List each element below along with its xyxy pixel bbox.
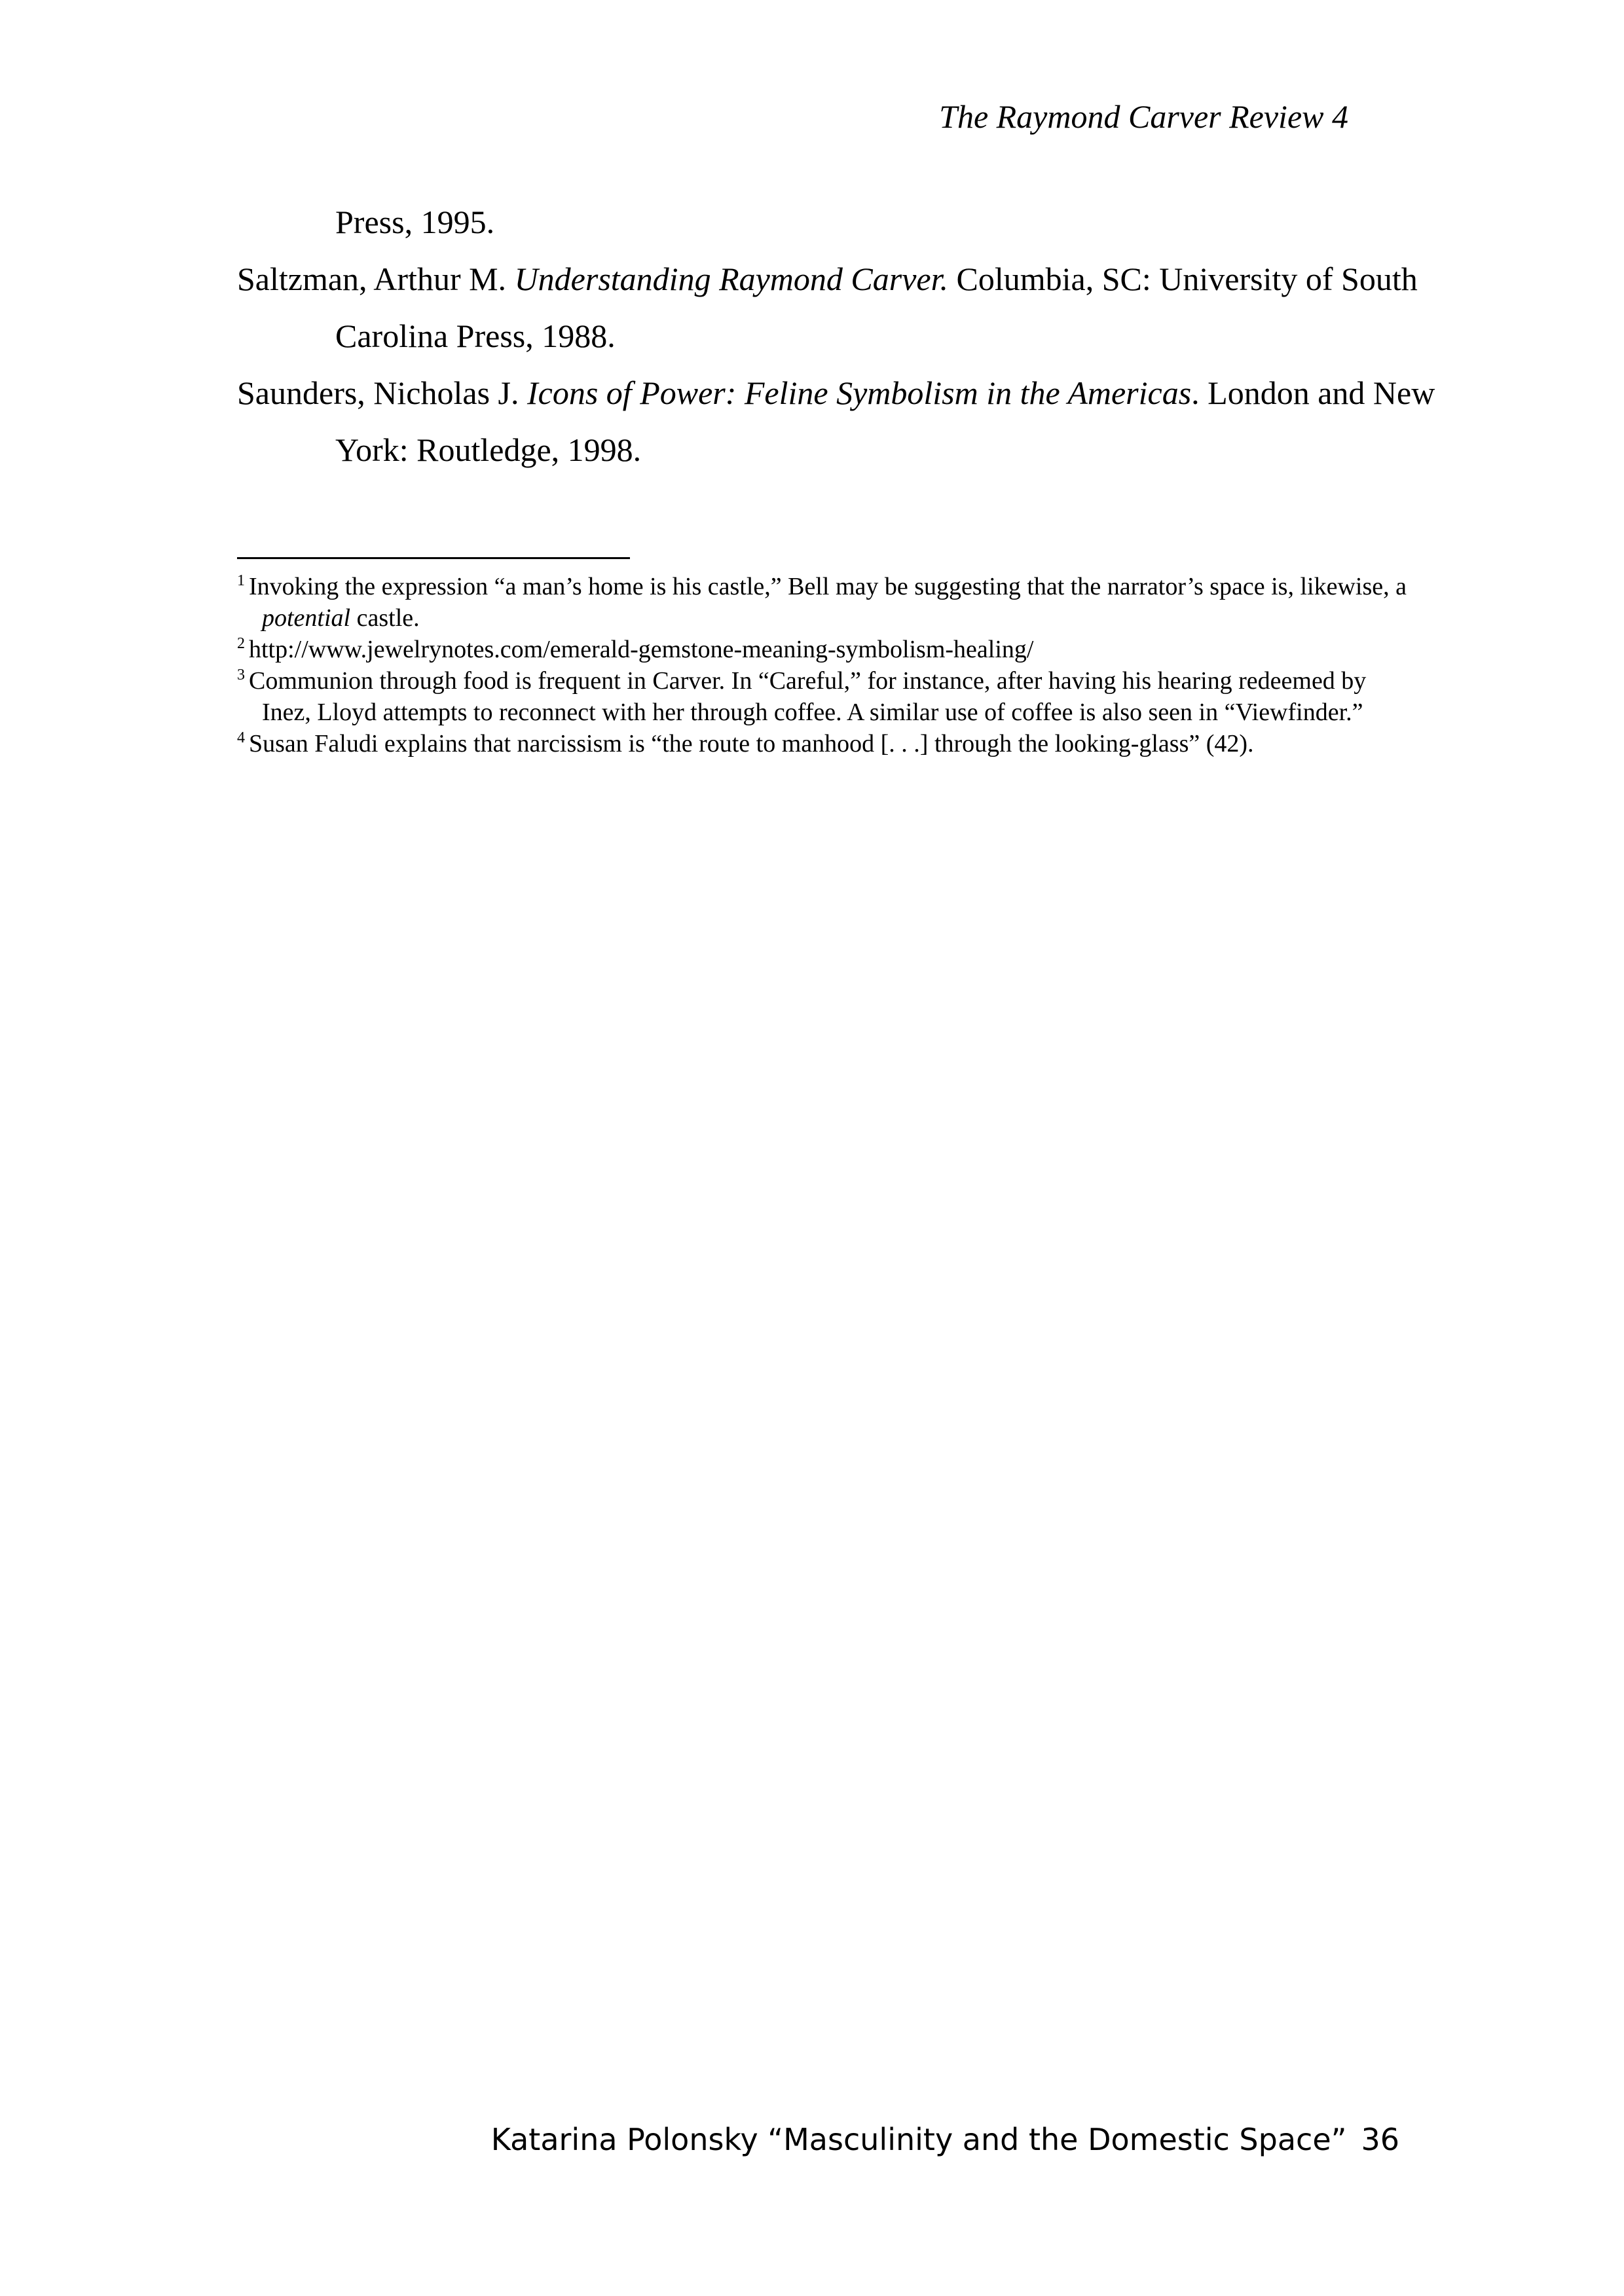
footnote-url: http://www.jewelrynotes.com/emerald-gemstone-meaning-symbolism-healing/ (249, 636, 1034, 663)
footnote (237, 728, 1416, 759)
bibliography-entry (237, 251, 1486, 365)
footer-text: Katarina Polonsky “Masculinity and the Domestic Space” (490, 2122, 1347, 2157)
footnote-separator (237, 557, 630, 559)
bibliography-continuation: Press, 1995. (335, 204, 495, 240)
entry-author: Saltzman, Arthur M. (237, 261, 515, 297)
page-number: 36 (1361, 2122, 1399, 2157)
footnote-number: 2 (237, 635, 245, 652)
entry-publication: Columbia, SC: University of South Carolina Press, 1988. (335, 261, 1418, 354)
footnote (237, 571, 1416, 634)
running-head: The Raymond Carver Review 4 (939, 98, 1348, 135)
footnote (237, 665, 1416, 728)
entry-title: Icons of Power: Feline Symbolism in the Americas (527, 374, 1192, 411)
footnote-text: castle. (350, 604, 420, 632)
footnote-emphasis: potential (262, 604, 351, 632)
footnote (237, 634, 1416, 665)
entry-title: Understanding Raymond Carver. (514, 261, 949, 297)
footnote-text: Communion through food is frequent in Carver. In “Careful,” for instance, after having his hearing redeemed by Inez, Lloyd attempts to reconnect with her through coffee. A similar use of coffee is also seen in “Viewfinder.” (249, 667, 1367, 726)
footnotes (237, 571, 1416, 759)
page-footer (491, 2120, 1399, 2159)
footnote-text: Susan Faludi explains that narcissism is “the route to manhood [. . .] through the looking-glass” (42). (249, 730, 1254, 757)
bibliography-entry (237, 365, 1486, 479)
footnote-number: 4 (237, 729, 245, 746)
footnote-number: 3 (237, 666, 245, 683)
footnote-text: Invoking the expression “a man’s home is his castle,” Bell may be suggesting that the narrator’s space is, likewise, a (249, 573, 1407, 600)
entry-author: Saunders, Nicholas J. (237, 374, 527, 411)
entry-publication: . London and New York: Routledge, 1998. (335, 374, 1435, 468)
footnote-number: 1 (237, 572, 245, 589)
